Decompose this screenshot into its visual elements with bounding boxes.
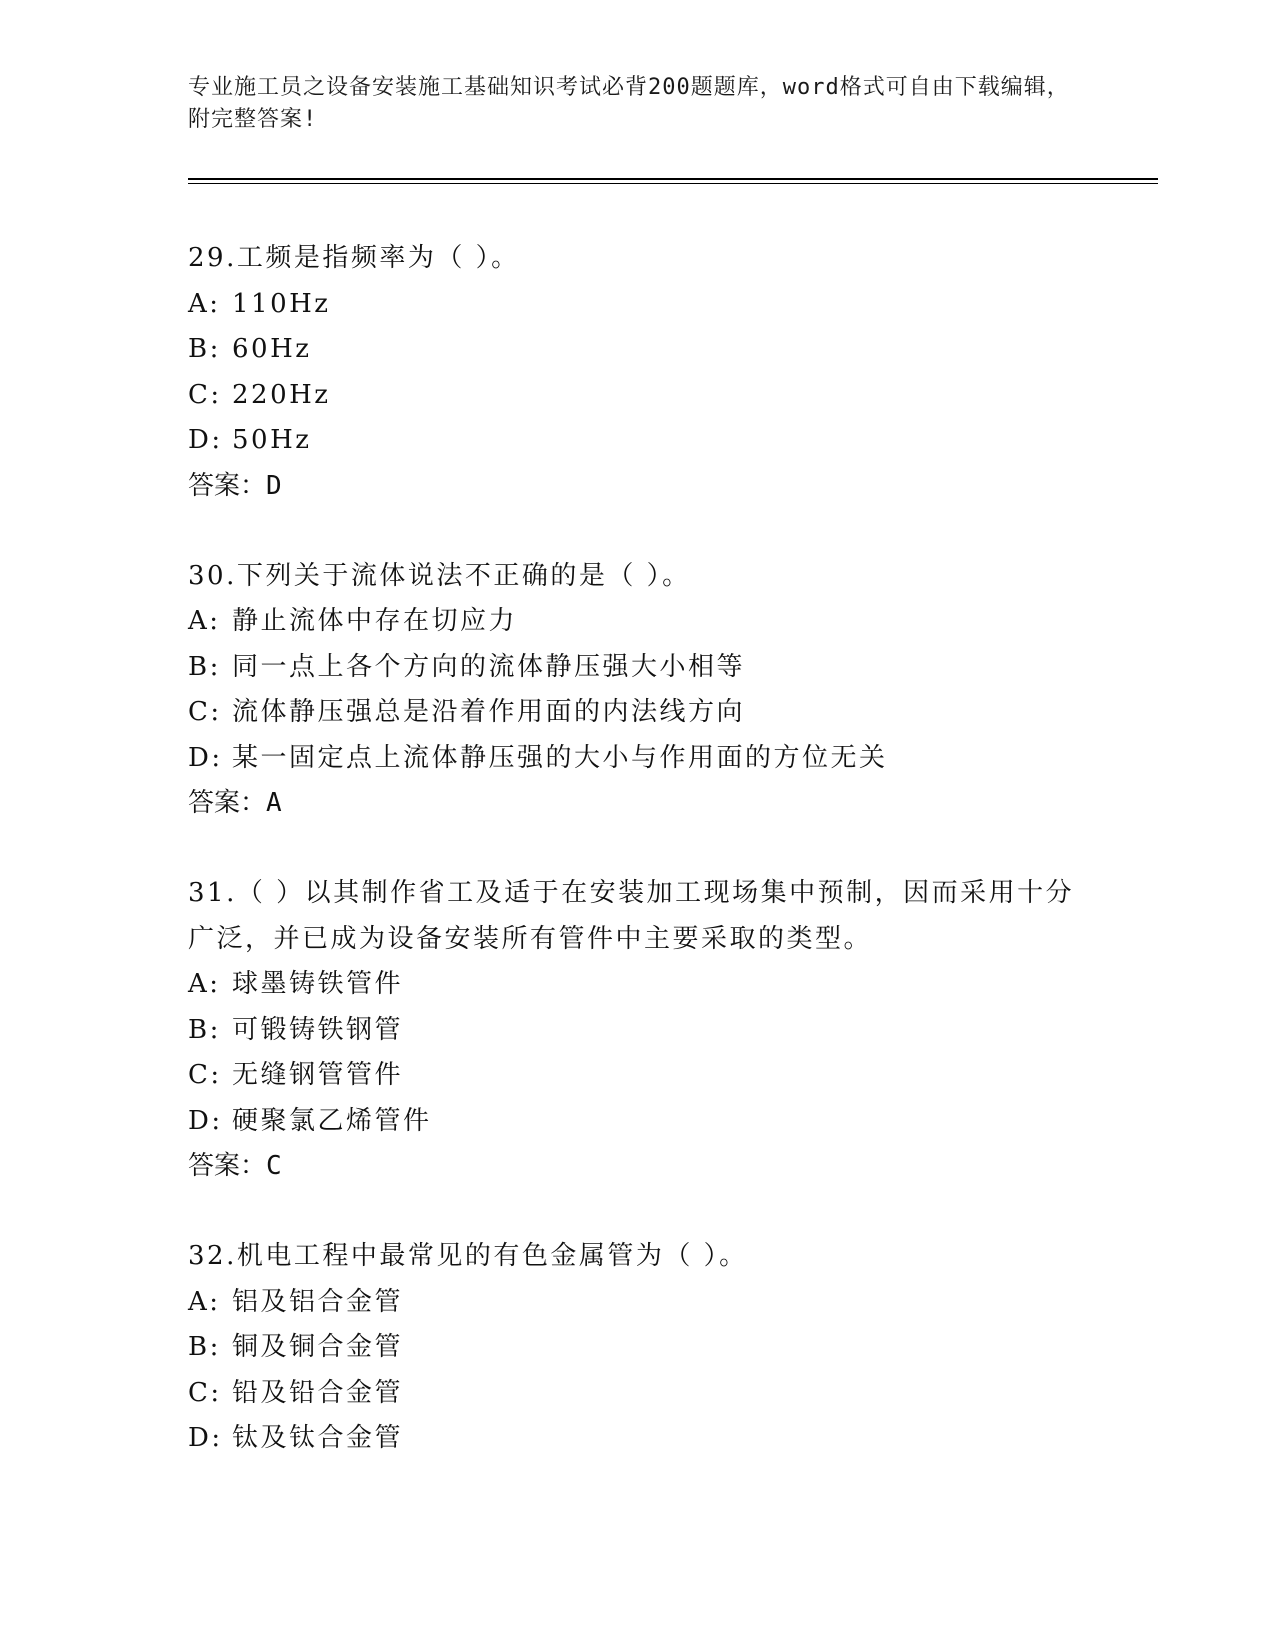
question-stem: 32.机电工程中最常见的有色金属管为（ ）。 xyxy=(188,1241,748,1271)
option-text: 可锻铸铁钢管 xyxy=(232,1014,404,1045)
option-letter: A: xyxy=(188,288,221,319)
option-letter: B: xyxy=(188,651,221,682)
question-31 xyxy=(188,871,1088,1189)
option-letter: A: xyxy=(188,1286,221,1317)
option-b xyxy=(188,1008,1088,1054)
option-b xyxy=(188,1325,1088,1371)
option-c xyxy=(188,1053,1088,1099)
question-stem: 31.（ ）以其制作省工及适于在安装加工现场集中预制，因而采用十分广泛，并已成为设备安装所有管件中主要采取的类型。 xyxy=(188,878,1075,954)
answer-line xyxy=(188,1144,1088,1189)
option-a xyxy=(188,962,1088,1008)
option-text: 硬聚氯乙烯管件 xyxy=(232,1105,432,1136)
option-a xyxy=(188,599,1088,645)
option-text: 静止流体中存在切应力 xyxy=(232,606,518,636)
option-text: 某一固定点上流体静压强的大小与作用面的方位无关 xyxy=(232,742,888,773)
option-letter: C: xyxy=(188,1377,222,1408)
option-letter: B: xyxy=(188,334,221,364)
option-b xyxy=(188,645,1088,691)
option-letter: B: xyxy=(188,1332,221,1362)
answer-line xyxy=(188,781,1088,826)
option-text: 50Hz xyxy=(232,425,312,455)
option-text: 钛及钛合金管 xyxy=(232,1423,404,1453)
header-divider-thick xyxy=(188,178,1158,180)
option-letter: D: xyxy=(188,1423,223,1453)
answer-label: 答案： xyxy=(188,470,267,501)
option-d xyxy=(188,418,1088,464)
option-text: 球墨铸铁管件 xyxy=(232,969,404,999)
option-letter: C: xyxy=(188,697,222,727)
option-text: 铜及铜合金管 xyxy=(232,1332,404,1362)
question-list xyxy=(188,236,1088,1507)
option-letter: D: xyxy=(188,425,223,455)
option-letter: A: xyxy=(188,969,221,999)
option-letter: D: xyxy=(188,742,223,773)
option-text: 铅及铅合金管 xyxy=(232,1377,404,1408)
option-letter: A: xyxy=(188,606,221,636)
answer-value: D xyxy=(266,470,282,501)
document-header: 专业施工员之设备安装施工基础知识考试必背200题题库，word格式可自由下载编辑，附完整答案! xyxy=(188,75,1070,132)
option-b xyxy=(188,327,1088,373)
question-32 xyxy=(188,1234,1088,1462)
option-text: 铝及铝合金管 xyxy=(232,1286,404,1317)
option-letter: B: xyxy=(188,1014,221,1045)
answer-label: 答案： xyxy=(188,1151,267,1181)
answer-label: 答案： xyxy=(188,788,267,818)
option-text: 60Hz xyxy=(232,334,312,364)
option-d xyxy=(188,736,1088,782)
option-a xyxy=(188,1280,1088,1326)
question-stem: 29.工频是指频率为（ ）。 xyxy=(188,243,520,273)
option-text: 220Hz xyxy=(232,379,331,410)
option-d xyxy=(188,1099,1088,1145)
option-a xyxy=(188,282,1088,328)
question-30 xyxy=(188,554,1088,827)
option-text: 110Hz xyxy=(232,288,331,319)
option-d xyxy=(188,1416,1088,1462)
option-c xyxy=(188,690,1088,736)
option-letter: C: xyxy=(188,1060,222,1090)
option-letter: C: xyxy=(188,379,222,410)
option-c xyxy=(188,373,1088,419)
question-29 xyxy=(188,236,1088,509)
option-c xyxy=(188,1371,1088,1417)
option-letter: D: xyxy=(188,1105,223,1136)
option-text: 同一点上各个方向的流体静压强大小相等 xyxy=(232,651,746,682)
answer-value: A xyxy=(266,788,282,818)
question-stem: 30.下列关于流体说法不正确的是（ ）。 xyxy=(188,560,691,591)
option-text: 流体静压强总是沿着作用面的内法线方向 xyxy=(232,697,746,727)
option-text: 无缝钢管管件 xyxy=(232,1060,404,1090)
answer-value: C xyxy=(266,1151,282,1181)
answer-line xyxy=(188,464,1088,509)
header-divider-thin xyxy=(188,183,1158,184)
